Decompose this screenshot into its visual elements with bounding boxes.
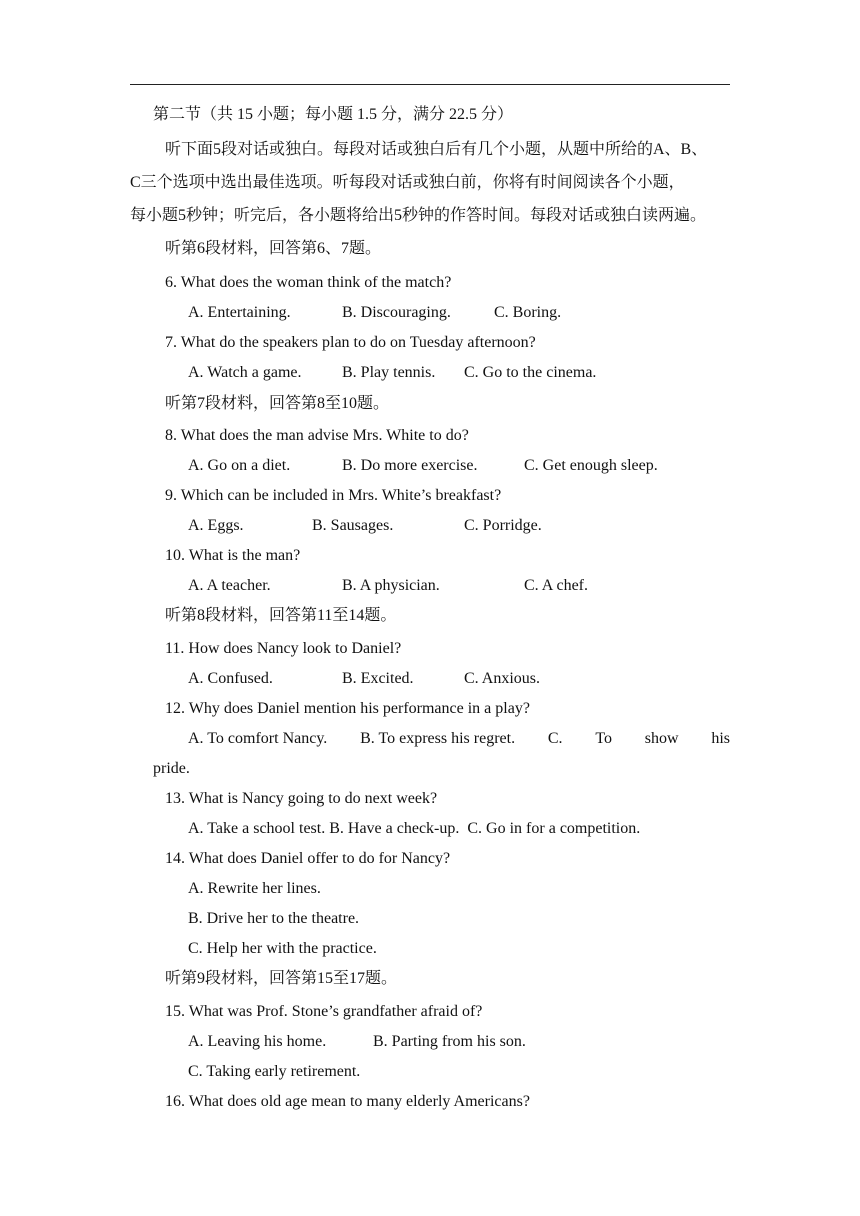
question-12-option-c-wrap: pride. (153, 760, 190, 777)
question-11-stem: 11. How does Nancy look to Daniel? (165, 640, 402, 657)
question-7-option-c: C. Go to the cinema. (464, 364, 597, 381)
question-12-option-a: A. To comfort Nancy. (188, 730, 328, 747)
question-15-option-b: B. Parting from his son. (373, 1033, 526, 1050)
question-13-stem: 13. What is Nancy going to do next week? (165, 790, 438, 807)
question-12-option-b: B. To express his regret. (360, 730, 516, 747)
question-9-stem: 9. Which can be included in Mrs. White’s breakfast? (165, 487, 502, 504)
question-7-option-b: B. Play tennis. (342, 364, 436, 381)
question-7-option-a: A. Watch a game. (188, 364, 302, 381)
question-9-option-b: B. Sausages. (312, 517, 394, 534)
question-14-option-a: A. Rewrite her lines. (188, 880, 321, 897)
question-11-option-b: B. Excited. (342, 670, 414, 687)
instruction-line-2: C三个选项中选出最佳选项。听每段对话或独白前，你将有时间阅读各个小题， (130, 174, 685, 191)
question-14-option-b: B. Drive her to the theatre. (188, 910, 360, 927)
material-7-heading: 听第7段材料，回答第8至10题。 (165, 395, 390, 412)
instruction-line-1: 听下面5段对话或独白。每段对话或独白后有几个小题，从题中所给的A、B、 (165, 141, 708, 158)
question-15-stem: 15. What was Prof. Stone’s grandfather afraid of? (165, 1003, 483, 1020)
question-9-option-a: A. Eggs. (188, 517, 244, 534)
question-8-option-b: B. Do more exercise. (342, 457, 478, 474)
instruction-line-3: 每小题5秒钟；听完后，各小题将给出5秒钟的作答时间。每段对话或独白读两遍。 (130, 207, 707, 224)
question-12-options-line (188, 729, 730, 749)
section-header: 第二节（共 15 小题；每小题 1.5 分，满分 22.5 分） (153, 106, 514, 123)
question-6-option-a: A. Entertaining. (188, 304, 291, 321)
question-7-stem: 7. What do the speakers plan to do on Tuesday afternoon? (165, 334, 536, 351)
question-12-option-c-word-2: To (595, 730, 612, 747)
question-8-stem: 8. What does the man advise Mrs. White to do? (165, 427, 469, 444)
question-6-option-b: B. Discouraging. (342, 304, 451, 321)
question-11-option-c: C. Anxious. (464, 670, 541, 687)
question-10-option-b: B. A physician. (342, 577, 440, 594)
material-8-heading: 听第8段材料，回答第11至14题。 (165, 607, 397, 624)
question-12-stem: 12. Why does Daniel mention his performance in a play? (165, 700, 530, 717)
question-12-option-c-word-1: C. (547, 730, 563, 747)
question-14-option-c: C. Help her with the practice. (188, 940, 377, 957)
question-15-option-c: C. Taking early retirement. (188, 1063, 361, 1080)
question-15-option-a: A. Leaving his home. (188, 1033, 327, 1050)
header-rule (130, 84, 730, 85)
question-8-option-a: A. Go on a diet. (188, 457, 291, 474)
question-10-option-a: A. A teacher. (188, 577, 271, 594)
question-12-option-c-word-3: show (644, 730, 679, 747)
question-16-stem: 16. What does old age mean to many elderly Americans? (165, 1093, 530, 1110)
question-9-option-c: C. Porridge. (464, 517, 542, 534)
question-14-stem: 14. What does Daniel offer to do for Nancy? (165, 850, 451, 867)
question-10-option-c: C. A chef. (524, 577, 588, 594)
material-6-heading: 听第6段材料，回答第6、7题。 (165, 240, 382, 257)
question-6-stem: 6. What does the woman think of the match? (165, 274, 452, 291)
question-12-option-c-word-4: his (711, 730, 730, 747)
question-10-stem: 10. What is the man? (165, 547, 301, 564)
question-13-options: A. Take a school test. B. Have a check-up. C. Go in for a competition. (188, 820, 641, 837)
material-9-heading: 听第9段材料，回答第15至17题。 (165, 970, 398, 987)
question-6-option-c: C. Boring. (494, 304, 562, 321)
question-11-option-a: A. Confused. (188, 670, 273, 687)
question-8-option-c: C. Get enough sleep. (524, 457, 658, 474)
